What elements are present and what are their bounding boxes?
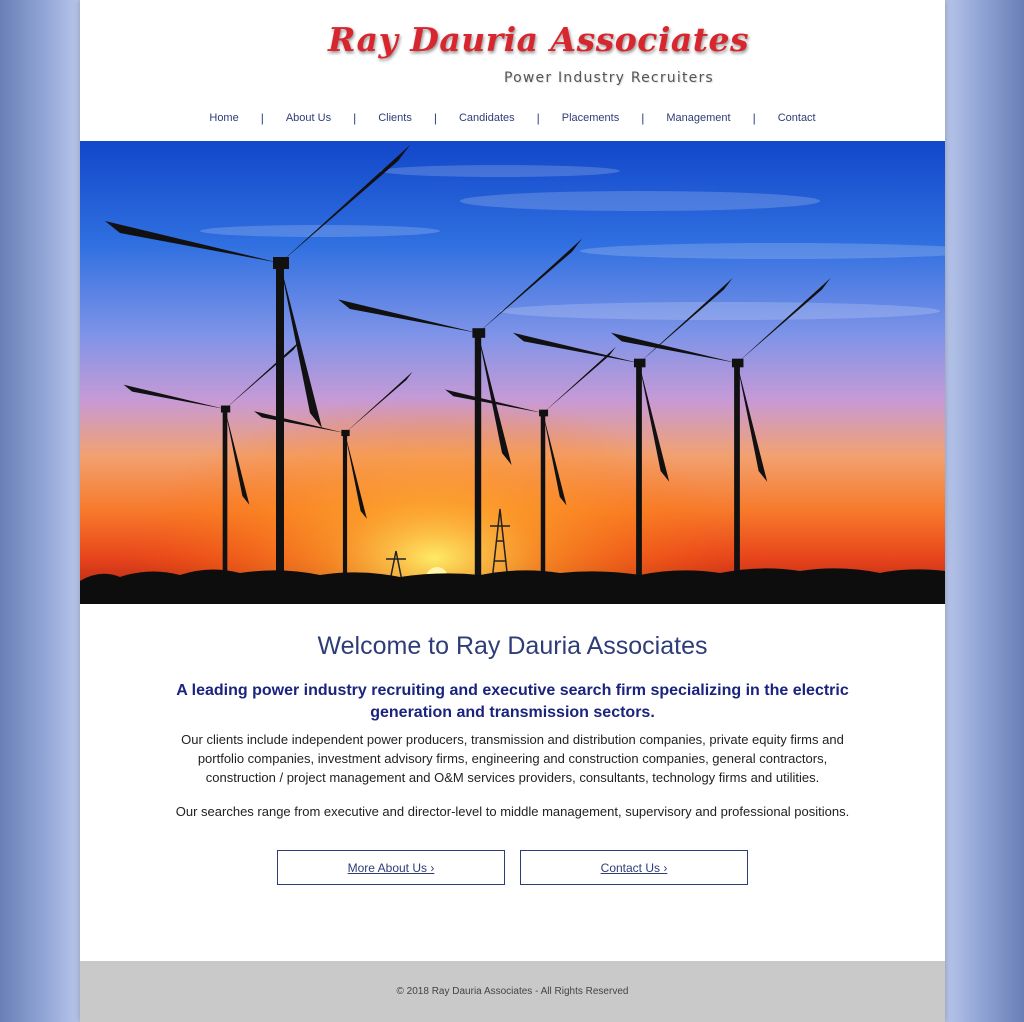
copyright-text: © 2018 Ray Dauria Associates - All Rights Reserved — [396, 986, 629, 997]
more-about-us-button[interactable]: More About Us › — [277, 850, 505, 885]
nav-separator: | — [260, 111, 264, 125]
tagline: A leading power industry recruiting and executive search firm specializing in the electric generation and transmission sectors. — [176, 682, 849, 721]
contact-us-button[interactable]: Contact Us › — [520, 850, 748, 885]
nav-about-us[interactable]: About Us — [285, 112, 332, 124]
nav-separator: | — [752, 111, 756, 125]
nav-clients[interactable]: Clients — [378, 112, 412, 124]
site-logo[interactable] — [328, 20, 750, 90]
site-footer — [80, 961, 945, 1022]
nav-separator: | — [353, 111, 357, 125]
searches-paragraph: Our searches range from executive and director-level to middle management, supervisory and professional positions. — [175, 804, 850, 819]
page-container — [80, 0, 945, 1022]
nav-separator: | — [641, 111, 645, 125]
clients-paragraph: Our clients include independent power producers, transmission and distribution companies, private equity firms and portfolio companies, investment advisory firms, engineering and construction companies, general contractors, construction / project management and O&M services providers, consultants, technology firms and utilities. — [181, 732, 844, 785]
nav-management[interactable]: Management — [666, 112, 731, 124]
nav-placements[interactable]: Placements — [561, 112, 620, 124]
welcome-heading: Welcome to Ray Dauria Associates — [317, 632, 708, 660]
main-nav — [80, 108, 945, 128]
site-header — [80, 0, 945, 141]
nav-separator: | — [433, 111, 437, 125]
nav-home[interactable]: Home — [209, 112, 239, 124]
nav-contact[interactable]: Contact — [777, 112, 816, 124]
logo-subtitle: Power Industry Recruiters — [504, 70, 714, 86]
nav-candidates[interactable]: Candidates — [458, 112, 515, 124]
logo-title: Ray Dauria Associates — [328, 20, 750, 59]
hero-image-wind-turbines — [80, 141, 945, 604]
nav-separator: | — [536, 111, 540, 125]
